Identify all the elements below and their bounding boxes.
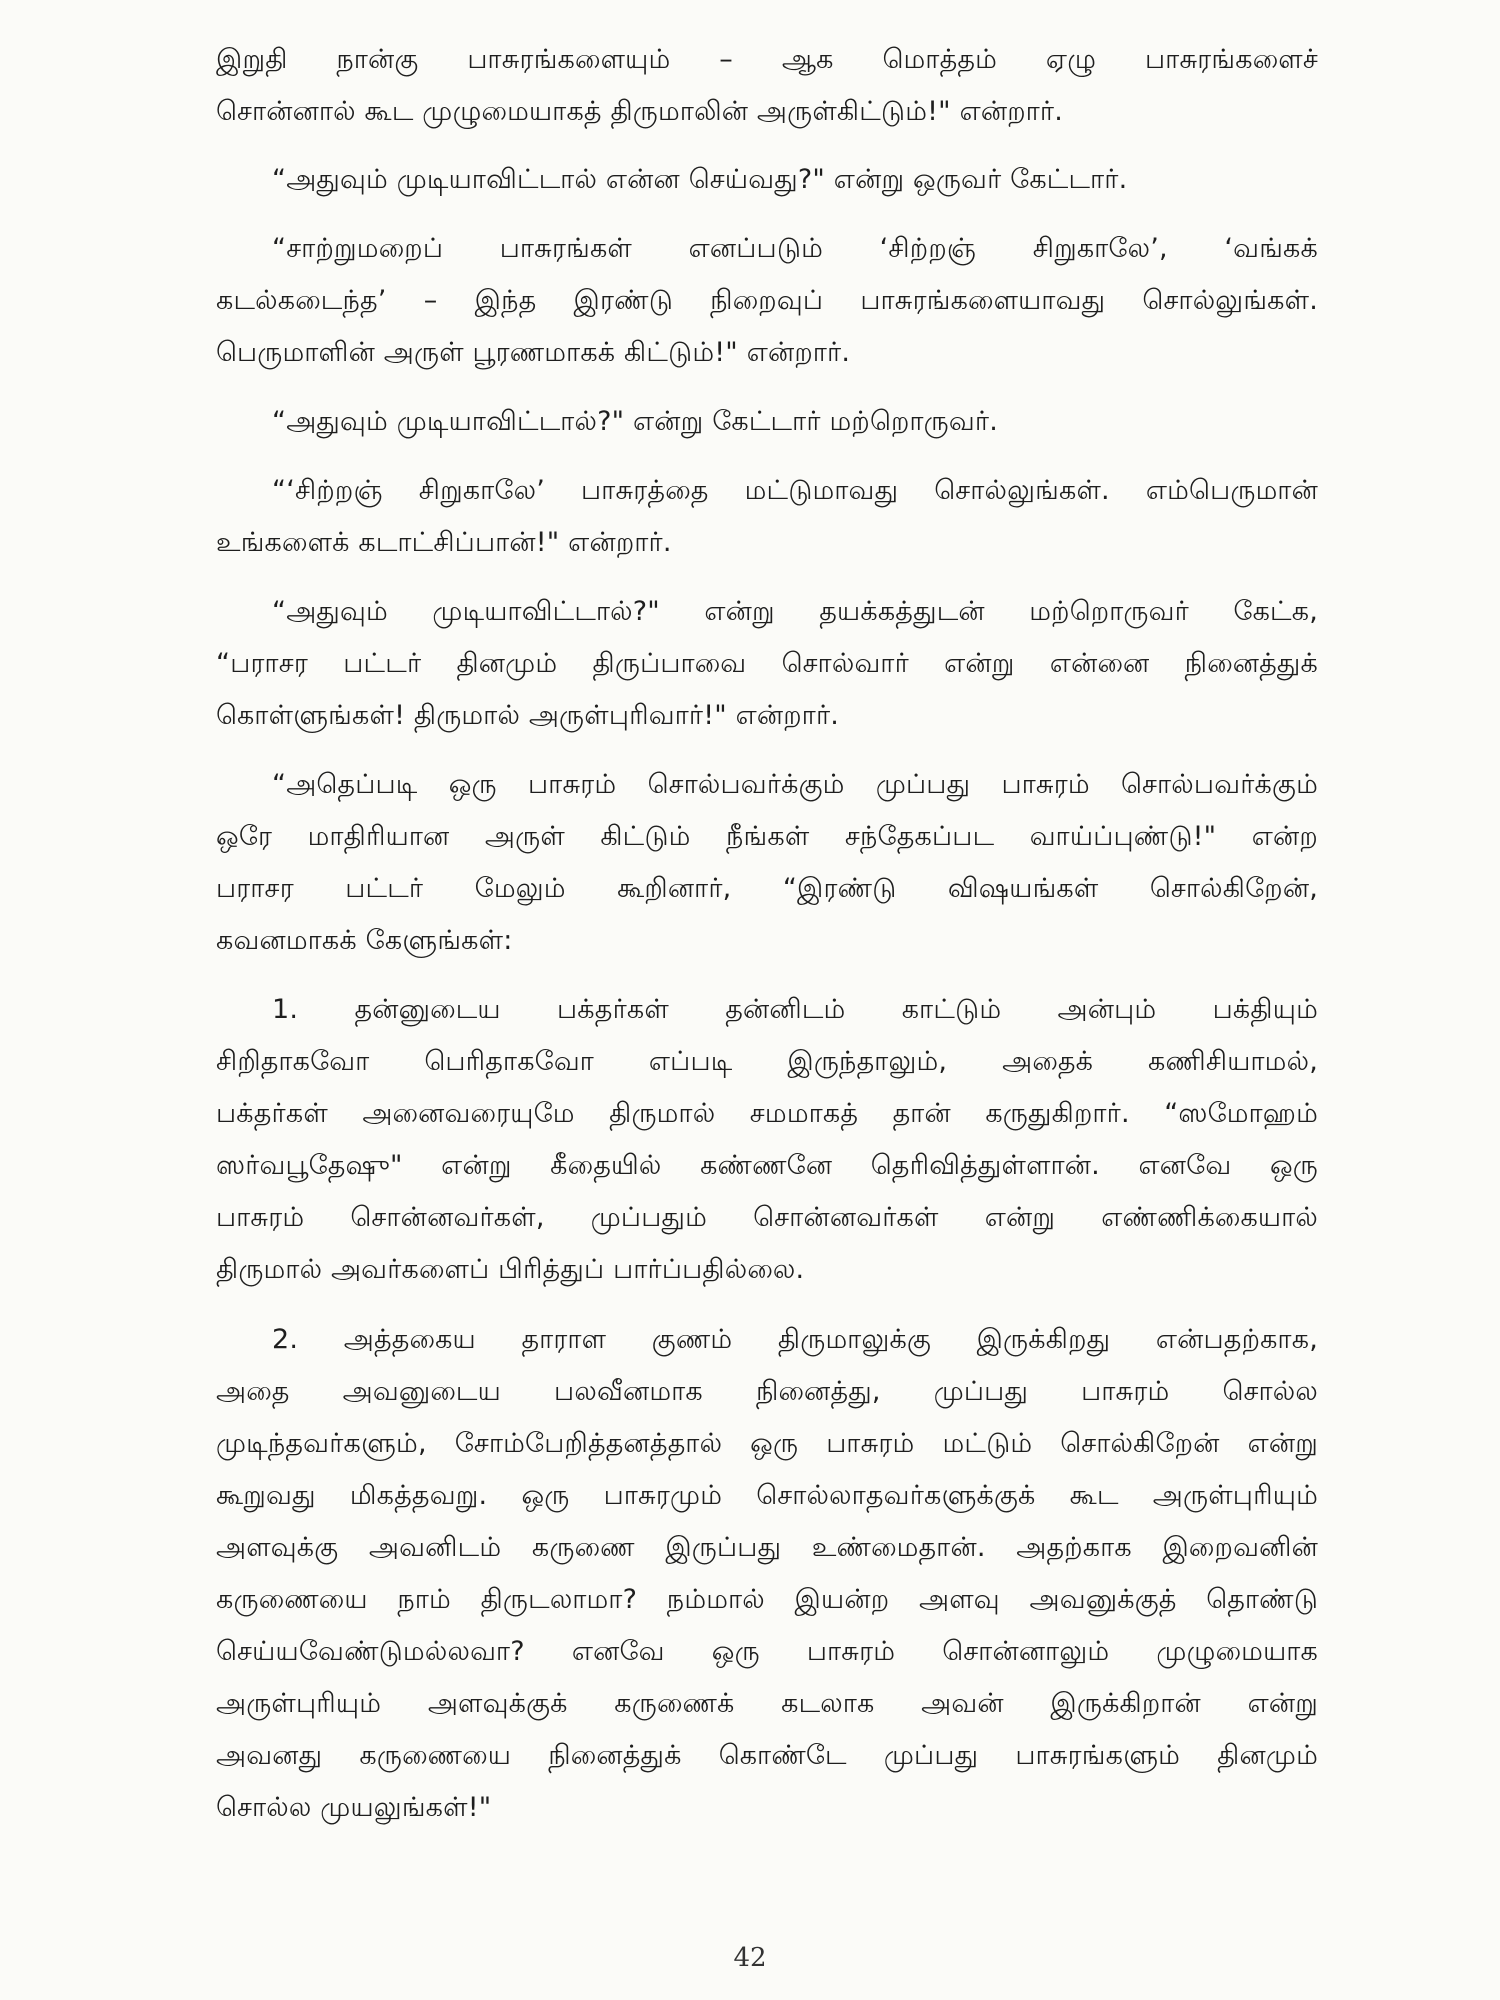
text-line: ஸர்வபூதேஷு" என்று கீதையில் கண்ணனே தெரிவித்துள்ளான். எனவே ஒரு bbox=[216, 1150, 1318, 1181]
text-line: முடிந்தவர்களும், சோம்பேறித்தனத்தால் ஒரு பாசுரம் மட்டும் சொல்கிறேன் என்று bbox=[216, 1428, 1318, 1459]
text-line: “அதுவும் முடியாவிட்டால் என்ன செய்வது?" என்று ஒருவர் கேட்டார். bbox=[272, 164, 1128, 195]
paragraph-6 bbox=[216, 586, 1318, 742]
text-line: பக்தர்கள் அனைவரையுமே திருமால் சமமாகத் தான் கருதுகிறார். “ஸமோஹம் bbox=[216, 1098, 1318, 1129]
numbered-point-1 bbox=[216, 984, 1318, 1296]
paragraph-4 bbox=[216, 396, 1318, 448]
text-line: “பராசர பட்டர் தினமும் திருப்பாவை சொல்வார் என்று என்னை நினைத்துக் bbox=[216, 648, 1318, 679]
text-line: பாசுரம் சொன்னவர்கள், முப்பதும் சொன்னவர்கள் என்று எண்ணிக்கையால் bbox=[216, 1202, 1318, 1233]
text-line: கொள்ளுங்கள்! திருமால் அருள்புரிவார்!" என்றார். bbox=[216, 700, 840, 731]
text-line: சிறிதாகவோ பெரிதாகவோ எப்படி இருந்தாலும், அதைக் கணிசியாமல், bbox=[216, 1046, 1318, 1077]
numbered-point-2 bbox=[216, 1314, 1318, 1834]
text-line: அருள்புரியும் அளவுக்குக் கருணைக் கடலாக அவன் இருக்கிறான் என்று bbox=[216, 1688, 1318, 1719]
document-page bbox=[216, 34, 1318, 1834]
text-line: “சாற்றுமறைப் பாசுரங்கள் எனப்படும் ‘சிற்றஞ் சிறுகாலே’, ‘வங்கக் bbox=[272, 233, 1318, 264]
text-line: “அதுவும் முடியாவிட்டால்?" என்று தயக்கத்துடன் மற்றொருவர் கேட்க, bbox=[272, 596, 1318, 627]
text-line: செய்யவேண்டுமல்லவா? எனவே ஒரு பாசுரம் சொன்னாலும் முழுமையாக bbox=[216, 1636, 1318, 1667]
paragraph-7 bbox=[216, 759, 1318, 967]
text-line: “அதுவும் முடியாவிட்டால்?" என்று கேட்டார் மற்றொருவர். bbox=[272, 406, 999, 437]
text-line: பெருமாளின் அருள் பூரணமாகக் கிட்டும்!" என்றார். bbox=[216, 337, 851, 368]
text-line: அளவுக்கு அவனிடம் கருணை இருப்பது உண்மைதான். அதற்காக இறைவனின் bbox=[216, 1532, 1318, 1563]
text-line: சொன்னால் கூட முழுமையாகத் திருமாலின் அருள்கிட்டும்!" என்றார். bbox=[216, 96, 1064, 127]
text-line: கடல்கடைந்த’ – இந்த இரண்டு நிறைவுப் பாசுரங்களையாவது சொல்லுங்கள். bbox=[216, 285, 1318, 316]
text-line: பராசர பட்டர் மேலும் கூறினார், “இரண்டு விஷயங்கள் சொல்கிறேன், bbox=[216, 873, 1318, 904]
text-line: உங்களைக் கடாட்சிப்பான்!" என்றார். bbox=[216, 527, 672, 558]
page-number: 42 bbox=[733, 1943, 767, 1973]
text-line: இறுதி நான்கு பாசுரங்களையும் – ஆக மொத்தம் ஏழு பாசுரங்களைச் bbox=[216, 44, 1318, 75]
text-line: சொல்ல முயலுங்கள்!" bbox=[216, 1792, 492, 1823]
text-line: அவனது கருணையை நினைத்துக் கொண்டே முப்பது பாசுரங்களும் தினமும் bbox=[216, 1740, 1318, 1771]
text-line: கவனமாகக் கேளுங்கள்: bbox=[216, 925, 513, 956]
text-line: கூறுவது மிகத்தவறு. ஒரு பாசுரமும் சொல்லாதவர்களுக்குக் கூட அருள்புரியும் bbox=[216, 1480, 1318, 1511]
text-line: திருமால் அவர்களைப் பிரித்துப் பார்ப்பதில்லை. bbox=[216, 1254, 805, 1285]
paragraph-3 bbox=[216, 223, 1318, 379]
text-line: அதை அவனுடைய பலவீனமாக நினைத்து, முப்பது பாசுரம் சொல்ல bbox=[216, 1376, 1318, 1407]
text-line: 1. தன்னுடைய பக்தர்கள் தன்னிடம் காட்டும் அன்பும் பக்தியும் bbox=[272, 994, 1318, 1025]
text-line: 2. அத்தகைய தாராள குணம் திருமாலுக்கு இருக்கிறது என்பதற்காக, bbox=[272, 1324, 1318, 1355]
paragraph-2 bbox=[216, 154, 1318, 206]
text-line: கருணையை நாம் திருடலாமா? நம்மால் இயன்ற அளவு அவனுக்குத் தொண்டு bbox=[216, 1584, 1318, 1615]
text-line: “அதெப்படி ஒரு பாசுரம் சொல்பவர்க்கும் முப்பது பாசுரம் சொல்பவர்க்கும் bbox=[272, 769, 1318, 800]
paragraph-5 bbox=[216, 465, 1318, 569]
paragraph-1 bbox=[216, 34, 1318, 138]
text-line: ஒரே மாதிரியான அருள் கிட்டும் நீங்கள் சந்தேகப்பட வாய்ப்புண்டு!" என்ற bbox=[216, 821, 1318, 852]
text-line: “‘சிற்றஞ் சிறுகாலே’ பாசுரத்தை மட்டுமாவது சொல்லுங்கள். எம்பெருமான் bbox=[272, 475, 1318, 506]
